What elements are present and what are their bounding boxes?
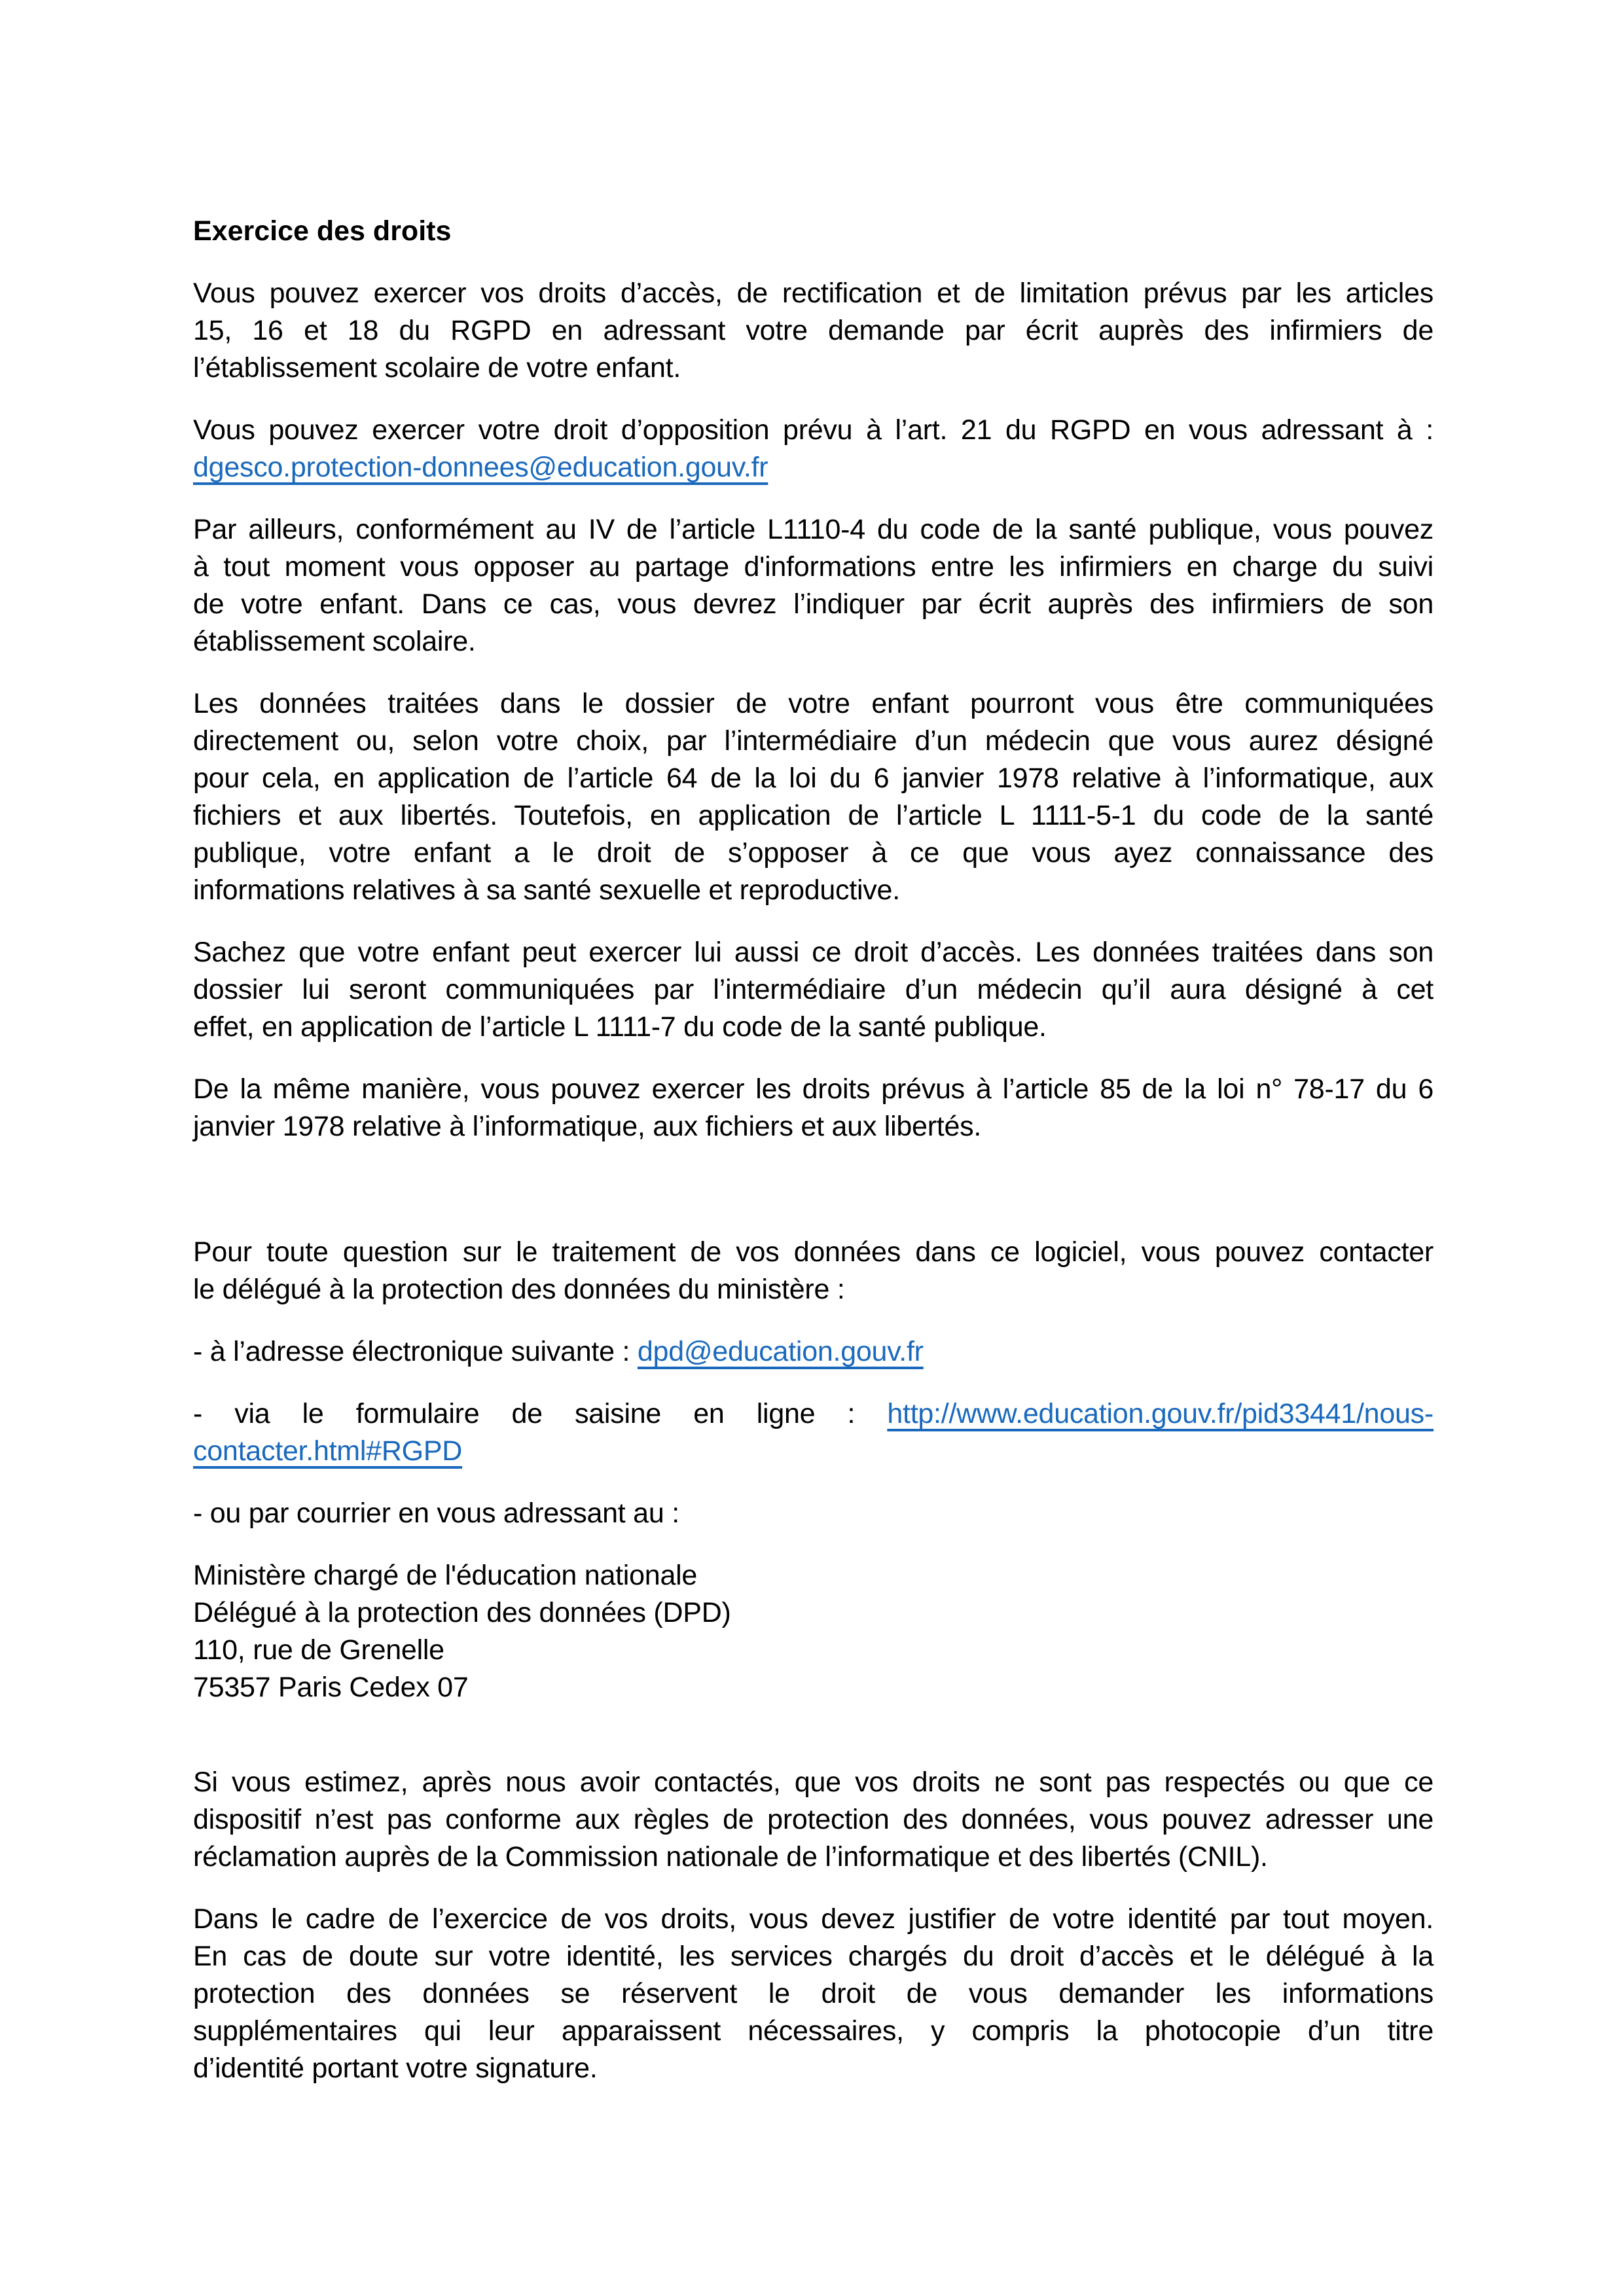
text-line: [193, 1495, 1434, 1532]
text-span: 15, 16 et 18 du RGPD en adressant votre demande par écrit auprès des infirmiers de: [193, 315, 1434, 346]
text-line: [193, 1234, 1434, 1271]
text-line: [193, 350, 1434, 387]
text-span: En cas de doute sur votre identité, les services chargés du droit d’accès et le délégué à la: [193, 1941, 1434, 1972]
text-line: [193, 1395, 1434, 1433]
text-line: [193, 971, 1434, 1009]
text-line: [193, 685, 1434, 723]
formulaire-saisine-link[interactable]: http://www.education.gouv.fr/pid33441/nous-: [887, 1398, 1434, 1429]
text-line: [193, 1009, 1434, 1046]
text-line: [193, 1071, 1434, 1108]
para-droit-enfant: [193, 934, 1434, 1046]
text-line: [193, 934, 1434, 971]
spacer: [193, 1731, 1434, 1764]
text-span: Si vous estimez, après nous avoir contactés, que vos droits ne sont pas respectés ou que ce: [193, 1767, 1434, 1798]
spacer: [193, 1170, 1434, 1234]
text-line: [193, 760, 1434, 797]
text-line: [193, 275, 1434, 312]
para-contact-dpd: [193, 1234, 1434, 1308]
text-line: [193, 1839, 1434, 1876]
text-line: [193, 1901, 1434, 1938]
text-span: directement ou, selon votre choix, par l’intermédiaire d’un médecin que vous aurez désigné: [193, 725, 1434, 757]
para-droits-acces: [193, 275, 1434, 387]
text-span: le délégué à la protection des données du ministère :: [193, 1274, 845, 1305]
text-span: Délégué à la protection des données (DPD): [193, 1597, 731, 1628]
text-span: janvier 1978 relative à l’informatique, aux fichiers et aux libertés.: [193, 1111, 982, 1142]
text-span: d’identité portant votre signature.: [193, 2053, 598, 2084]
text-line: [193, 2013, 1434, 2050]
text-span: réclamation auprès de la Commission nationale de l’informatique et des libertés (CNIL).: [193, 1841, 1268, 1873]
para-contact-email: [193, 1333, 1434, 1371]
text-span: établissement scolaire.: [193, 626, 476, 657]
text-span: supplémentaires qui leur apparaissent nécessaires, y compris la photocopie d’un titre: [193, 2015, 1434, 2047]
text-span: publique, votre enfant a le droit de s’opposer à ce que vous ayez connaissance des: [193, 837, 1434, 869]
para-contact-courrier: [193, 1495, 1434, 1532]
text-line: [193, 1801, 1434, 1839]
text-span: - à l’adresse électronique suivante :: [193, 1336, 638, 1367]
text-line: [193, 2050, 1434, 2087]
text-span: de votre enfant. Dans ce cas, vous devrez l’indiquer par écrit auprès des infirmiers de son: [193, 588, 1434, 620]
text-line: [193, 586, 1434, 623]
dgesco-email-link[interactable]: dgesco.protection-donnees@education.gouv.fr: [193, 452, 768, 483]
text-line: [193, 1557, 1434, 1594]
text-span: à tout moment vous opposer au partage d'informations entre les infirmiers en charge du suivi: [193, 551, 1434, 583]
text-line: [193, 1975, 1434, 2013]
text-span: Les données traitées dans le dossier de votre enfant pourront vous être communiquées: [193, 688, 1434, 719]
text-span: Dans le cadre de l’exercice de vos droits, vous devez justifier de votre identité par tout moyen.: [193, 1903, 1434, 1935]
text-span: - ou par courrier en vous adressant au :: [193, 1498, 679, 1529]
text-span: dossier lui seront communiquées par l’intermédiaire d’un médecin qu’il aura désigné à cet: [193, 974, 1434, 1005]
text-span: 110, rue de Grenelle: [193, 1634, 444, 1666]
text-line: [193, 872, 1434, 909]
page-title: Exercice des droits: [193, 215, 452, 247]
text-line: [193, 1632, 1434, 1669]
text-span: Vous pouvez exercer votre droit d’opposition prévu à l’art. 21 du RGPD en vous adressant à :: [193, 414, 1434, 446]
text-span: 75357 Paris Cedex 07: [193, 1672, 469, 1703]
text-span: Pour toute question sur le traitement de vos données dans ce logiciel, vous pouvez contacter: [193, 1236, 1434, 1268]
text-line: [193, 1108, 1434, 1145]
text-span: - via le formulaire de saisine en ligne :: [193, 1398, 888, 1429]
text-line: [193, 412, 1434, 449]
text-span: effet, en application de l’article L 1111-7 du code de la santé publique.: [193, 1011, 1047, 1043]
text-span: Vous pouvez exercer vos droits d’accès, de rectification et de limitation prévus par les articles: [193, 278, 1434, 309]
text-span: pour cela, en application de l’article 64 de la loi du 6 janvier 1978 relative à l’informatique, aux: [193, 762, 1434, 794]
para-droit-opposition: [193, 412, 1434, 486]
text-span: Sachez que votre enfant peut exercer lui aussi ce droit d’accès. Les données traitées dans son: [193, 937, 1434, 968]
text-line: [193, 1333, 1434, 1371]
text-line: [193, 1938, 1434, 1975]
formulaire-saisine-link-wrap[interactable]: contacter.html#RGPD: [193, 1435, 463, 1467]
text-line: [193, 511, 1434, 548]
text-span: Ministère chargé de l'éducation nationale: [193, 1560, 698, 1591]
text-span: De la même manière, vous pouvez exercer les droits prévus à l’article 85 de la loi n° 78-17 du 6: [193, 1073, 1434, 1105]
text-line: [193, 548, 1434, 586]
text-line: [193, 1271, 1434, 1308]
text-line: [193, 723, 1434, 760]
text-span: fichiers et aux libertés. Toutefois, en application de l’article L 1111-5-1 du code de la santé: [193, 800, 1434, 831]
document-body: [193, 275, 1434, 2087]
text-line: [193, 1433, 1434, 1470]
text-line: [193, 1764, 1434, 1801]
para-justification-identite: [193, 1901, 1434, 2087]
text-span: dispositif n’est pas conforme aux règles de protection des données, vous pouvez adresser une: [193, 1804, 1434, 1835]
para-contact-formulaire: [193, 1395, 1434, 1470]
text-line: [193, 1594, 1434, 1632]
text-span: protection des données se réservent le droit de vous demander les informations: [193, 1978, 1434, 2009]
text-line: [193, 797, 1434, 834]
para-reclamation-cnil: [193, 1764, 1434, 1876]
text-span: l’établissement scolaire de votre enfant.: [193, 352, 681, 384]
para-partage-informations: [193, 511, 1434, 660]
text-line: [193, 834, 1434, 872]
text-span: informations relatives à sa santé sexuelle et reproductive.: [193, 874, 900, 906]
para-communication-donnees: [193, 685, 1434, 909]
postal-address: [193, 1557, 1434, 1706]
dpd-email-link[interactable]: dpd@education.gouv.fr: [637, 1336, 924, 1367]
para-article-85: [193, 1071, 1434, 1145]
text-line: [193, 312, 1434, 350]
text-line: [193, 623, 1434, 660]
text-line: [193, 1669, 1434, 1706]
text-line: [193, 449, 1434, 486]
text-span: Par ailleurs, conformément au IV de l’article L1110-4 du code de la santé publique, vous pouvez: [193, 514, 1434, 545]
